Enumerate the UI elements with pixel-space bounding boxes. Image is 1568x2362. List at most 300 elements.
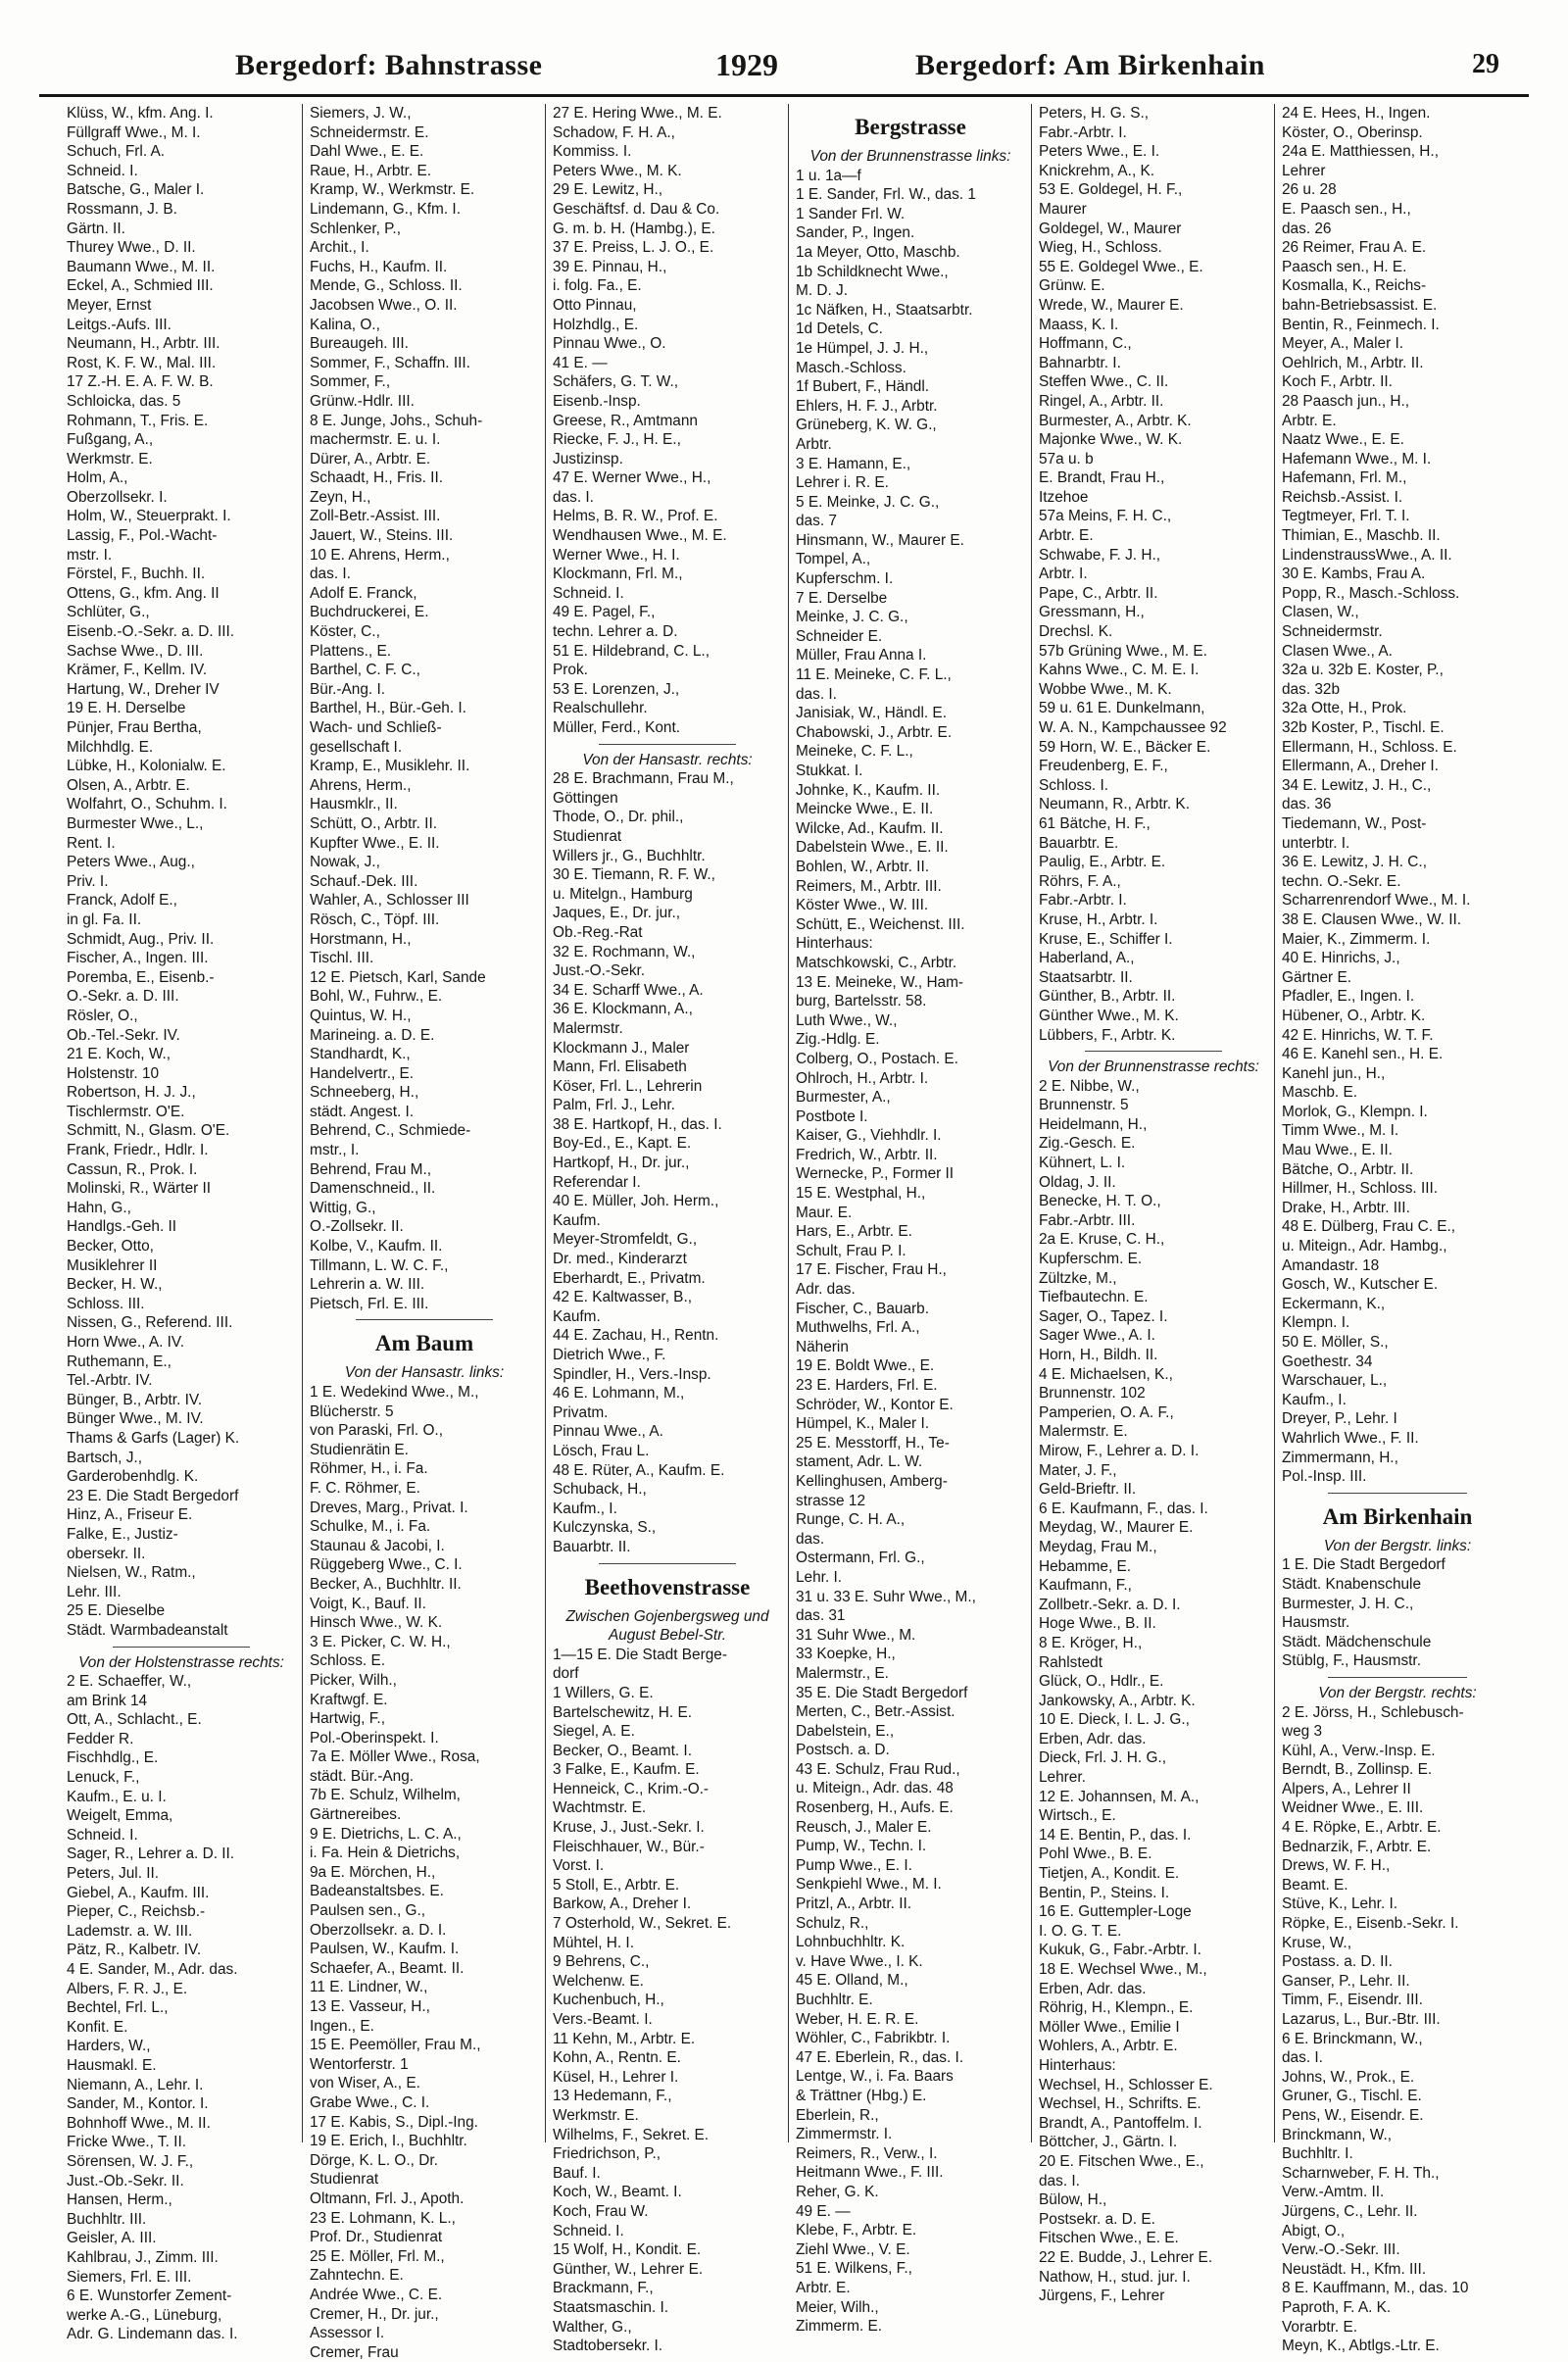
resident-entry: Brunnenstr. 102: [1039, 1385, 1146, 1402]
resident-entry: Hinsch Wwe., W. K.: [310, 1614, 443, 1632]
resident-entry: Fußgang, A.,: [67, 431, 154, 449]
resident-entry: Eberlein, R.,: [796, 2106, 879, 2124]
resident-entry: Maur. E.: [796, 1204, 853, 1221]
resident-entry: 23 E. Lohmann, K. L.,: [310, 2209, 456, 2227]
resident-entry: 8 E. Kröger, H.,: [1039, 1634, 1143, 1651]
resident-entry: Ott, A., Schlacht., E.: [67, 1711, 202, 1729]
resident-entry: Schneid. I.: [67, 162, 138, 179]
resident-entry: Hinterhaus:: [796, 935, 873, 953]
resident-entry: weg 3: [1282, 1723, 1323, 1741]
resident-entry: Pump, W., Techn. I.: [796, 1838, 927, 1855]
resident-entry: Geschäftsf. d. Dau & Co.: [553, 200, 720, 218]
resident-entry: Pünjer, Frau Bertha,: [67, 719, 202, 736]
resident-entry: Arbtr. E.: [1039, 527, 1094, 545]
resident-entry: 32a Otte, H., Prok.: [1282, 700, 1407, 717]
resident-entry: Bentin, P., Steins. I.: [1039, 1884, 1170, 1901]
resident-entry: Kolbe, V., Kaufm. II.: [310, 1238, 443, 1255]
resident-entry: 19 E. Boldt Wwe., E.: [796, 1357, 935, 1375]
resident-entry: 5 E. Meinke, J. C. G.,: [796, 493, 940, 511]
resident-entry: Bür.-Ang. I.: [310, 680, 385, 698]
resident-entry: Kramp, W., Werkmstr. E.: [310, 181, 475, 199]
resident-entry: Reusch, J., Maler E.: [796, 1818, 932, 1836]
resident-entry: Sörensen, W. J. F.,: [67, 2152, 194, 2170]
resident-entry: 38 E. Hartkopf, H., das. I.: [553, 1115, 722, 1133]
resident-entry: Berndt, B., Zollinsp. E.: [1282, 1761, 1433, 1779]
resident-entry: Wilhelms, F., Sekret. E.: [553, 2126, 710, 2143]
resident-entry: Privatm.: [553, 1403, 609, 1421]
resident-entry: Freudenberg, E. F.,: [1039, 758, 1168, 775]
resident-entry: Franck, Adolf E.,: [67, 892, 177, 910]
resident-entry: Zoll-Betr.-Assist. III.: [310, 508, 441, 525]
resident-entry: Pape, C., Arbtr. II.: [1039, 584, 1158, 602]
resident-entry: Johnke, K., Kaufm. II.: [796, 781, 941, 799]
resident-entry: Bauarbtr. II.: [553, 1538, 631, 1555]
resident-entry: 27 E. Hering Wwe., M. E.: [553, 105, 722, 122]
resident-entry: 2 E. Schaeffer, W.,: [67, 1673, 192, 1691]
resident-entry: 2a E. Kruse, C. H.,: [1039, 1231, 1165, 1249]
resident-entry: Hartkopf, H., Dr. jur.,: [553, 1155, 690, 1172]
resident-entry: 32a u. 32b E. Koster, P.,: [1282, 662, 1444, 679]
resident-entry: Burmester, J. H. C.,: [1282, 1595, 1414, 1612]
resident-entry: Ehlers, H. F. J., Arbtr.: [796, 397, 938, 415]
resident-entry: 47 E. Werner Wwe., H.,: [553, 469, 711, 487]
resident-entry: Realschullehr.: [553, 700, 648, 717]
resident-entry: stament, Adr. L. W.: [796, 1453, 923, 1471]
resident-entry: Holstenstr. 10: [67, 1064, 160, 1082]
resident-entry: 23 E. Harders, Frl. E.: [796, 1377, 938, 1394]
resident-entry: Gärtner E.: [1282, 968, 1351, 986]
resident-entry: Janisiak, W., Händl. E.: [796, 705, 947, 722]
resident-entry: Schmitt, N., Glasm. O'E.: [67, 1122, 230, 1140]
resident-entry: Hahn, G.,: [67, 1199, 131, 1216]
resident-entry: 16 E. Guttempler-Loge: [1039, 1903, 1192, 1921]
resident-entry: Fredrich, W., Arbtr. II.: [796, 1146, 938, 1163]
resident-entry: Ottens, G., kfm. Ang. II: [67, 584, 220, 602]
column-4: [788, 104, 1032, 2336]
resident-entry: 3 E. Hamann, E.,: [796, 455, 911, 472]
resident-entry: Ingen., E.: [310, 2017, 374, 2035]
resident-entry: Benecke, H. T. O.,: [1039, 1193, 1161, 1210]
resident-entry: Hinz, A., Friseur E.: [67, 1506, 193, 1524]
resident-entry: Niemann, A., Lehr. I.: [67, 2076, 204, 2093]
resident-entry: Oberzollsekr. I.: [67, 488, 168, 506]
resident-entry: u. Miteign., Adr. Hambg.,: [1282, 1238, 1447, 1255]
resident-entry: Wendhausen Wwe., M. E.: [553, 527, 727, 545]
resident-entry: Hübener, O., Arbtr. K.: [1282, 1007, 1426, 1024]
resident-entry: Paproth, F. A. K.: [1282, 2298, 1392, 2316]
resident-entry: Werkmstr. E.: [67, 450, 153, 467]
resident-entry: Gärtnereibes.: [310, 1806, 402, 1824]
resident-entry: Konfit. E.: [67, 2018, 128, 2036]
resident-entry: Koch, Frau W.: [553, 2202, 649, 2220]
resident-entry: Morlok, G., Klempn. I.: [1282, 1103, 1428, 1120]
resident-entry: 1 E. Die Stadt Bergedorf: [1282, 1556, 1446, 1574]
resident-entry: Hartung, W., Dreher IV: [67, 680, 220, 698]
resident-entry: Walther, G.,: [553, 2318, 632, 2336]
resident-entry: Bünger Wwe., M. IV.: [67, 1410, 204, 1428]
resident-entry: Schlüter, G.,: [67, 604, 150, 621]
resident-entry: Röhmer, H., i. Fa.: [310, 1460, 428, 1478]
resident-entry: Barthel, C. F. C.,: [310, 662, 420, 679]
resident-entry: Jürgens, F., Lehrer: [1039, 2288, 1165, 2305]
resident-entry: Fischer, A., Ingen. III.: [67, 950, 209, 967]
resident-entry: Hausmstr.: [1282, 1614, 1350, 1632]
resident-entry: Hausmklr., II.: [310, 796, 398, 813]
resident-entry: 26 u. 28: [1282, 181, 1337, 199]
resident-entry: 1e Hümpel, J. J. H.,: [796, 339, 929, 357]
resident-entry: 1c Näfken, H., Staatsarbtr.: [796, 301, 973, 319]
resident-entry: Kaufm., I.: [553, 1500, 617, 1517]
resident-entry: Schaefer, A., Beamt. II.: [310, 1959, 465, 1977]
resident-entry: 2 E. Jörss, H., Schlebusch-: [1282, 1703, 1464, 1721]
resident-entry: Tischlermstr. O'E.: [67, 1103, 185, 1120]
resident-entry: Kahlbrau, J., Zimm. III.: [67, 2248, 219, 2266]
resident-entry: u. Mitelgn., Hamburg: [553, 885, 693, 903]
resident-entry: Zig.-Gesch. E.: [1039, 1135, 1136, 1153]
resident-entry: Bahnarbtr. I.: [1039, 354, 1121, 371]
resident-entry: Hebamme, E.: [1039, 1557, 1132, 1575]
resident-entry: 19 E. Erich, I., Buchhltr.: [310, 2133, 467, 2150]
resident-entry: 33 Koepke, H.,: [796, 1646, 896, 1663]
resident-entry: Verw.-O.-Sekr. III.: [1282, 2241, 1400, 2259]
resident-entry: Lübke, H., Kolonialw. E.: [67, 758, 226, 775]
resident-entry: Nissen, G., Referend. III.: [67, 1314, 233, 1332]
resident-entry: Wrede, W., Maurer E.: [1039, 296, 1184, 314]
column-2: [302, 104, 546, 2361]
section-divider: [1085, 1051, 1222, 1052]
resident-entry: Itzehoe: [1039, 488, 1089, 506]
resident-entry: 35 E. Die Stadt Bergedorf: [796, 1684, 968, 1701]
resident-entry: von Paraski, Frl. O.,: [310, 1422, 443, 1440]
resident-entry: Majonke Wwe., W. K.: [1039, 431, 1183, 449]
resident-entry: Andrée Wwe., C. E.: [310, 2286, 443, 2303]
resident-entry: Naatz Wwe., E. E.: [1282, 431, 1404, 449]
resident-entry: 38 E. Clausen Wwe., W. II.: [1282, 910, 1462, 928]
resident-entry: 17 E. Kabis, S., Dipl.-Ing.: [310, 2113, 478, 2131]
directory-page: [39, 43, 1529, 2361]
resident-entry: 32 E. Rochmann, W.,: [553, 943, 696, 960]
resident-entry: 8 E. Junge, Johs., Schuh-: [310, 412, 483, 429]
resident-entry: Studienrätin E.: [310, 1441, 409, 1458]
resident-entry: Dabelstein, E.,: [796, 1722, 895, 1740]
resident-entry: Drews, W. F. H.,: [1282, 1857, 1391, 1875]
resident-entry: Zimmerm. E.: [796, 2318, 883, 2336]
resident-entry: Wentorferstr. 1: [310, 2055, 409, 2073]
resident-entry: 11 E. Lindner, W.,: [310, 1979, 428, 1996]
resident-entry: Merten, C., Betr.-Assist.: [796, 1703, 956, 1721]
resident-entry: Neumann, R., Arbtr. K.: [1039, 796, 1190, 813]
resident-entry: 53 E. Goldegel, H. F.,: [1039, 181, 1183, 199]
resident-entry: Barkow, A., Dreher I.: [553, 1895, 692, 1913]
resident-entry: 4 E. Röpke, E., Arbtr. E.: [1282, 1819, 1442, 1837]
section-divider: [1328, 1493, 1467, 1494]
resident-entry: 40 E. Hinrichs, J.,: [1282, 950, 1400, 967]
resident-entry: 40 E. Müller, Joh. Herm.,: [553, 1193, 719, 1210]
resident-entry: Fabr.-Arbtr. I.: [1039, 123, 1127, 141]
resident-entry: bahn-Betriebsassist. E.: [1282, 296, 1438, 314]
resident-entry: Meydag, W., Maurer E.: [1039, 1519, 1194, 1537]
resident-entry: Nathow, H., stud. jur. I.: [1039, 2268, 1191, 2286]
resident-entry: Kohn, A., Rentn. E.: [553, 2049, 681, 2067]
resident-entry: 30 E. Tiemann, R. F. W.,: [553, 866, 715, 884]
resident-entry: 59 Horn, W. E., Bäcker E.: [1039, 738, 1211, 756]
resident-entry: Meyer, Ernst: [67, 296, 152, 314]
resident-entry: 42 E. Kaltwasser, B.,: [553, 1289, 693, 1306]
resident-entry: Sander, P., Ingen.: [796, 224, 915, 242]
resident-entry: Klüss, W., kfm. Ang. I.: [67, 105, 214, 122]
resident-entry: 12 E. Pietsch, Karl, Sande: [310, 968, 486, 986]
resident-entry: Brandt, A., Pantoffelm. I.: [1039, 2114, 1202, 2132]
resident-entry: Weber, H. E. R. E.: [796, 2010, 919, 2028]
resident-entry: 59 u. 61 E. Dunkelmann,: [1039, 700, 1205, 717]
resident-entry: Reichsb.-Assist. I.: [1282, 488, 1403, 506]
resident-entry: Stukkat. I.: [796, 763, 863, 779]
resident-entry: 1a Meyer, Otto, Maschb.: [796, 243, 960, 261]
resident-entry: 4 E. Michaelsen, K.,: [1039, 1365, 1173, 1383]
resident-entry: Lehr. III.: [67, 1583, 122, 1600]
resident-entry: Pätz, R., Kalbetr. IV.: [67, 1942, 202, 1959]
resident-entry: Kruse, E., Schiffer I.: [1039, 930, 1173, 948]
resident-entry: 3 E. Picker, C. W. H.,: [310, 1633, 451, 1650]
resident-entry: Fischer, C., Bauarb.: [796, 1300, 930, 1317]
resident-entry: Ganser, P., Lehr. II.: [1282, 1972, 1410, 1990]
resident-entry: Heidelmann, H.,: [1039, 1115, 1148, 1133]
resident-entry: Brackmann, F.,: [553, 2280, 654, 2297]
resident-entry: das. I.: [1039, 2172, 1080, 2190]
resident-entry: 17 Z.-H. E. A. F. W. B.: [67, 373, 214, 391]
resident-entry: das. I.: [1282, 2049, 1323, 2067]
resident-entry: Eisenb.-O.-Sekr. a. D. III.: [67, 623, 235, 641]
resident-entry: 50 E. Möller, S.,: [1282, 1334, 1389, 1351]
resident-entry: Lehrer i. R. E.: [796, 474, 889, 492]
resident-entry: Cassun, R., Prok. I.: [67, 1160, 198, 1178]
resident-entry: Gruner, G., Tischl. E.: [1282, 2088, 1422, 2105]
resident-entry: 34 E. Lewitz, J. H., C.,: [1282, 776, 1432, 794]
resident-entry: Studienrat: [310, 2171, 379, 2189]
resident-entry: Just.-Ob.-Sekr. II.: [67, 2172, 184, 2190]
resident-entry: Weidner Wwe., E. III.: [1282, 1799, 1424, 1817]
resident-entry: Baumann Wwe., M. II.: [67, 258, 216, 275]
resident-entry: Röhrs, F. A.,: [1039, 872, 1121, 890]
resident-entry: Rohmann, T., Fris. E.: [67, 412, 209, 429]
resident-entry: Schneidermstr. E.: [310, 123, 429, 141]
resident-entry: Wernecke, P., Former II: [796, 1165, 955, 1183]
resident-entry: Tegtmeyer, Frl. T. I.: [1282, 508, 1410, 525]
resident-entry: Näherin: [796, 1338, 849, 1355]
resident-entry: Horn Wwe., A. IV.: [67, 1334, 185, 1351]
resident-entry: Handelvertr., E.: [310, 1064, 415, 1082]
resident-entry: Oberzollsekr. a. D. I.: [310, 1921, 447, 1939]
resident-entry: Förstel, F., Buchh. II.: [67, 566, 206, 583]
resident-entry: Hartwig, F.,: [310, 1710, 385, 1728]
resident-entry: Maschb. E.: [1282, 1084, 1357, 1102]
resident-entry: Adr. G. Lindemann das. I.: [67, 2326, 238, 2343]
resident-entry: 21 E. Koch, W.,: [67, 1046, 172, 1063]
resident-entry: Schneid. I.: [553, 2222, 624, 2239]
resident-entry: Werkmstr. E.: [553, 2106, 639, 2124]
resident-entry: 53 E. Lorenzen, J.,: [553, 680, 680, 698]
resident-entry: Bohlen, W., Arbtr. II.: [796, 858, 930, 875]
resident-entry: Giebel, A., Kaufm. III.: [67, 1884, 210, 1901]
column-3: [545, 104, 789, 2355]
resident-entry: Röpke, E., Eisenb.-Sekr. I.: [1282, 1915, 1459, 1933]
resident-entry: 51 E. Hildebrand, C. L.,: [553, 642, 710, 660]
resident-entry: Schneid. I.: [67, 1826, 138, 1844]
resident-entry: Wirtsch., E.: [1039, 1807, 1116, 1825]
resident-entry: Wilcke, Ad., Kaufm. II.: [796, 819, 944, 837]
street-section-note: Zwischen Gojenbergsweg und August Bebel-Str.: [565, 1607, 769, 1645]
resident-entry: 49 E. Pagel, F.,: [553, 604, 656, 621]
resident-entry: Pamperien, O. A. F.,: [1039, 1403, 1174, 1421]
resident-entry: 13 E. Meineke, W., Ham-: [796, 973, 964, 991]
resident-entry: Albers, F. R. J., E.: [67, 1980, 188, 1997]
resident-entry: 6 E. Wunstorfer Zement-: [67, 2288, 232, 2305]
resident-entry: 28 E. Brachmann, Frau M.,: [553, 770, 734, 788]
resident-entry: Molinski, R., Wärter II: [67, 1180, 212, 1198]
resident-entry: Bohnhoff Wwe., M. II.: [67, 2114, 211, 2132]
resident-entry: Kalina, O.,: [310, 316, 380, 333]
resident-entry: Buchhltr. I.: [1282, 2145, 1353, 2163]
resident-entry: Ob.-Reg.-Rat: [553, 923, 643, 941]
resident-entry: Schlenker, P.,: [310, 220, 401, 237]
resident-entry: Sager, O., Tapez. I.: [1039, 1307, 1168, 1325]
resident-entry: Jankowsky, A., Arbtr. K.: [1039, 1692, 1196, 1709]
resident-entry: Meinke, J. C. G.,: [796, 609, 908, 626]
resident-entry: 1b Schildknecht Wwe.,: [796, 263, 949, 280]
resident-entry: Bauf. I.: [553, 2164, 601, 2182]
resident-entry: Hansen, Herm.,: [67, 2191, 172, 2209]
resident-entry: Lademstr. a. W. III.: [67, 1922, 193, 1940]
street-heading: Beethovenstrasse: [584, 1574, 751, 1599]
resident-entry: 3 Falke, E., Kaufm. E.: [553, 1761, 700, 1779]
resident-entry: Welchenw. E.: [553, 1972, 644, 1990]
section-divider: [1328, 1677, 1467, 1678]
resident-entry: 45 E. Olland, M.,: [796, 1972, 908, 1990]
resident-entry: Kanehl jun., H.,: [1282, 1064, 1386, 1082]
resident-entry: Eckel, A., Schmied III.: [67, 277, 214, 295]
section-divider: [113, 1647, 250, 1648]
resident-entry: Postass. a. D. II.: [1282, 1953, 1393, 1971]
resident-entry: 26 Reimer, Frau A. E.: [1282, 239, 1427, 257]
resident-entry: 37 E. Preiss, L. J. O., E.: [553, 239, 714, 257]
resident-entry: Warschauer, L.,: [1282, 1372, 1388, 1390]
resident-entry: Postsekr. a. D. E.: [1039, 2210, 1155, 2228]
resident-entry: 15 E. Peemöller, Frau M.,: [310, 2037, 481, 2054]
resident-entry: Verw.-Amtm. II.: [1282, 2184, 1385, 2201]
resident-entry: Zahntechn. E.: [310, 2267, 404, 2285]
resident-entry: Quintus, W. H.,: [310, 1007, 412, 1024]
resident-entry: 46 E. Kanehl sen., H. E.: [1282, 1046, 1444, 1063]
resident-entry: Bauarbtr. E.: [1039, 834, 1119, 852]
resident-entry: gesellschaft I.: [310, 738, 403, 756]
resident-entry: Mirow, F., Lehrer a. D. I.: [1039, 1442, 1200, 1459]
resident-entry: Kühnert, L. I.: [1039, 1155, 1126, 1172]
resident-entry: techn. O.-Sekr. E.: [1282, 872, 1401, 890]
resident-entry: Schuch, Frl. A.: [67, 143, 166, 161]
resident-entry: Becker, A., Buchhltr. II.: [310, 1575, 462, 1593]
resident-entry: Schulke, M., i. Fa.: [310, 1518, 431, 1536]
resident-entry: Schloss. III.: [67, 1295, 145, 1312]
resident-entry: Dieck, Frl. J. H. G.,: [1039, 1749, 1166, 1767]
resident-entry: Eberhardt, E., Privatm.: [553, 1269, 706, 1287]
resident-entry: Scharnweber, F. H. Th.,: [1282, 2164, 1440, 2182]
resident-entry: Cremer, Frau: [310, 2343, 399, 2361]
resident-entry: Pol.-Insp. III.: [1282, 1468, 1367, 1486]
resident-entry: I. O. G. T. E.: [1039, 1922, 1122, 1940]
resident-entry: Buchhltr. E.: [796, 1992, 873, 2008]
resident-entry: Assessor I.: [310, 2325, 385, 2342]
column-1: [59, 104, 303, 2343]
resident-entry: Nielsen, W., Ratm.,: [67, 1564, 196, 1582]
resident-entry: Fleischhauer, W., Bür.-: [553, 1838, 705, 1855]
resident-entry: 43 E. Schulz, Frau Rud.,: [796, 1760, 960, 1778]
resident-entry: 7b E. Schulz, Wilhelm,: [310, 1787, 461, 1804]
resident-entry: Grünw. E.: [1039, 277, 1105, 295]
resident-entry: Schneider E.: [796, 627, 883, 645]
resident-entry: Zig.-Hdlg. E.: [796, 1031, 880, 1049]
resident-entry: Thimian, E., Maschb. II.: [1282, 527, 1441, 545]
resident-entry: 11 Kehn, M., Arbtr. E.: [553, 2030, 696, 2047]
resident-entry: Städt. Knabenschule: [1282, 1575, 1422, 1593]
resident-entry: 17 E. Fischer, Frau H.,: [796, 1261, 947, 1279]
street-section-note: Von der Bergstr. links:: [1323, 1537, 1472, 1554]
header-right-street: Bergedorf: Am Birkenhain: [915, 49, 1265, 81]
resident-entry: Helms, B. R. W., Prof. E.: [553, 508, 718, 525]
resident-entry: städt. Bür.-Ang.: [310, 1767, 415, 1785]
resident-entry: u. Miteign., Adr. das. 48: [796, 1780, 954, 1797]
resident-entry: Batsche, G., Maler I.: [67, 181, 205, 199]
resident-entry: Köster, O., Oberinsp.: [1282, 123, 1423, 141]
resident-entry: Fricke Wwe., T. II.: [67, 2134, 186, 2151]
resident-entry: 22 E. Budde, J., Lehrer E.: [1039, 2248, 1213, 2266]
resident-entry: Arbtr. E.: [1282, 412, 1337, 429]
resident-entry: Haberland, A.,: [1039, 950, 1135, 967]
resident-entry: Lohnbuchhltr. K.: [796, 1934, 906, 1951]
resident-entry: Abigt, O.,: [1282, 2222, 1346, 2239]
resident-entry: Behrend, Frau M.,: [310, 1160, 432, 1178]
resident-entry: Bartsch, J.,: [67, 1449, 142, 1466]
resident-entry: Nowak, J.,: [310, 854, 380, 871]
resident-entry: Wittig, G.,: [310, 1199, 376, 1216]
resident-entry: Zeyn, H.,: [310, 488, 371, 506]
resident-entry: Köster Wwe., W. III.: [796, 897, 929, 914]
resident-entry: Schult, Frau P. I.: [796, 1242, 906, 1259]
resident-entry: Lehrer.: [1039, 1769, 1086, 1787]
resident-entry: strasse 12: [796, 1492, 866, 1509]
resident-entry: Wach- und Schließ-: [310, 719, 442, 736]
resident-entry: 1—15 E. Die Stadt Berge-: [553, 1646, 727, 1663]
resident-entry: Reher, G. K.: [796, 2183, 879, 2200]
resident-entry: Malermstr. E.: [1039, 1423, 1128, 1441]
resident-entry: Hafemann, Frl. M.,: [1282, 469, 1407, 487]
resident-entry: Hausmakl. E.: [67, 2056, 157, 2074]
resident-entry: 55 E. Goldegel Wwe., E.: [1039, 258, 1203, 275]
resident-entry: Becker, O., Beamt. I.: [553, 1742, 692, 1759]
resident-entry: Günther, W., Lehrer E.: [553, 2260, 704, 2278]
resident-entry: Peters, Jul. II.: [67, 1865, 160, 1883]
resident-entry: 6 E. Kaufmann, F., das. I.: [1039, 1500, 1208, 1517]
resident-entry: 5 Stoll, E., Arbtr. E.: [553, 1876, 680, 1894]
resident-entry: Eckermann, K.,: [1282, 1295, 1386, 1312]
resident-entry: Muthwelhs, Frl. A.,: [796, 1319, 920, 1337]
resident-entry: 10 E. Ahrens, Herm.,: [310, 546, 450, 564]
resident-entry: Mühtel, H. I.: [553, 1934, 634, 1951]
resident-entry: Mann, Frl. Elisabeth: [553, 1058, 687, 1076]
resident-entry: das. 36: [1282, 796, 1332, 813]
resident-entry: Stadtobersekr. I.: [553, 2337, 663, 2355]
resident-entry: Pietsch, Frl. E. III.: [310, 1295, 429, 1312]
resident-entry: Lehr. I.: [796, 1568, 843, 1586]
